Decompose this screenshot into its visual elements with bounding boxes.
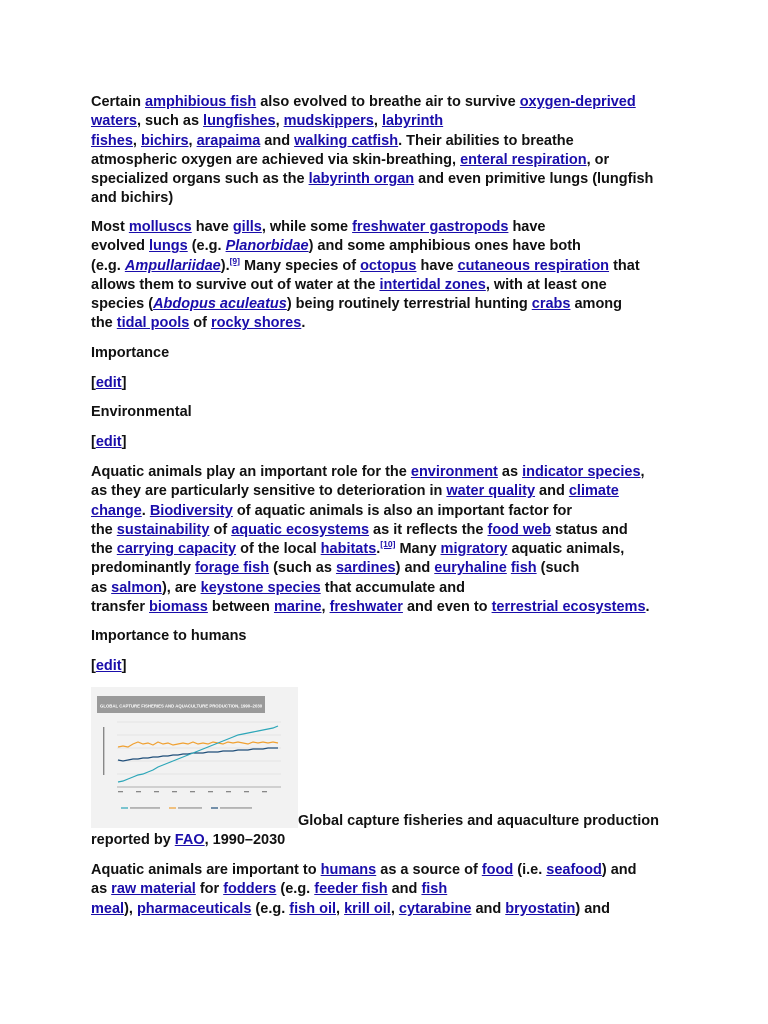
link-rocky-shores[interactable]: rocky shores <box>211 315 302 332</box>
link-fish[interactable]: fish <box>510 560 537 577</box>
paragraph-respiration-fish <box>91 93 681 209</box>
link-mudskippers[interactable]: mudskippers <box>283 113 374 130</box>
text: as <box>91 579 112 596</box>
text: , <box>373 113 382 130</box>
text: and even to <box>402 599 492 616</box>
text: that <box>609 257 640 274</box>
link-euryhaline[interactable]: euryhaline <box>434 560 507 577</box>
bracket: ] <box>121 658 127 674</box>
heading-text: Importance <box>91 345 170 361</box>
text: . <box>645 599 650 616</box>
link-oxygen-deprived-waters[interactable]: oxygen-deprived <box>519 94 636 110</box>
text: have <box>191 219 233 235</box>
text-line <box>91 579 681 598</box>
text: , or <box>586 151 610 168</box>
link-ampullariidae[interactable]: Ampullariidae <box>124 257 221 274</box>
bracket: [ <box>91 375 96 391</box>
link-fish-oil[interactable]: fish oil <box>289 900 337 917</box>
text-line <box>91 218 681 237</box>
text-line <box>91 93 681 112</box>
text: as it reflects the <box>369 521 488 538</box>
text: have <box>416 257 458 274</box>
edit-section-importance <box>91 374 681 393</box>
link-arapaima[interactable]: arapaima <box>196 132 261 149</box>
text: (such <box>536 560 580 577</box>
text: ) and <box>575 900 611 917</box>
edit-link[interactable]: edit <box>95 434 122 450</box>
text-line <box>91 257 681 276</box>
text: , with at least one <box>485 276 607 293</box>
text: also evolved to breathe air to survive <box>256 94 520 110</box>
text-line <box>91 151 681 170</box>
legend-label <box>220 807 252 808</box>
figure-thumbnail-fao-production[interactable] <box>91 687 298 828</box>
text-line <box>91 237 681 256</box>
paragraph-molluscs <box>91 218 681 334</box>
text: as they are particularly sensitive to deterioration in <box>91 483 447 500</box>
text: , while some <box>261 219 353 235</box>
text: , <box>321 599 330 616</box>
text: that accumulate and <box>320 579 465 596</box>
text: status and <box>551 521 628 538</box>
link-aquatic-ecosystems[interactable]: aquatic ecosystems <box>231 521 370 538</box>
heading-environmental <box>91 403 681 422</box>
link-water-quality[interactable]: water quality <box>446 483 536 500</box>
text: the <box>91 315 117 332</box>
heading-importance <box>91 344 681 363</box>
text: of <box>189 315 212 332</box>
text: and <box>471 900 506 917</box>
text: and <box>535 483 569 500</box>
paragraph-environmental <box>91 463 681 617</box>
text: Global capture fisheries and aquaculture production <box>298 813 659 829</box>
text-line <box>91 189 681 208</box>
link-keystone-species[interactable]: keystone species <box>200 579 321 596</box>
link-sardines[interactable]: sardines <box>335 560 396 577</box>
link-seafood[interactable]: seafood <box>546 862 602 878</box>
text: . Their abilities to breathe <box>398 132 574 149</box>
text: as <box>91 881 112 898</box>
text: predominantly <box>91 560 195 577</box>
link-feeder-fish[interactable]: feeder fish <box>314 881 388 898</box>
text: Aquatic animals are important to <box>91 862 321 878</box>
heading-text: Environmental <box>91 404 192 420</box>
text: and <box>387 881 422 898</box>
link-marine[interactable]: marine <box>273 599 322 616</box>
bracket: ] <box>121 375 127 391</box>
text-line <box>91 540 681 559</box>
text: (such as <box>269 560 336 577</box>
link-carrying-capacity[interactable]: carrying capacity <box>116 541 237 558</box>
text: atmospheric oxygen are achieved via skin-breathing, <box>91 151 461 168</box>
text: , <box>132 132 141 149</box>
link-krill-oil[interactable]: krill oil <box>344 900 391 917</box>
link-planorbidae[interactable]: Planorbidae <box>225 238 309 255</box>
text-line <box>91 812 691 831</box>
link-walking-catfish[interactable]: walking catfish <box>294 132 399 149</box>
bracket: ] <box>121 434 127 450</box>
link-humans[interactable]: humans <box>320 862 377 878</box>
link-fodders[interactable]: fodders <box>223 881 277 898</box>
link-lungfishes[interactable]: lungfishes <box>203 113 276 130</box>
link-raw-material[interactable]: raw material <box>111 881 196 898</box>
link-fao[interactable]: FAO <box>174 832 205 849</box>
link-labyrinth-fishes[interactable]: fishes <box>91 132 133 149</box>
edit-link[interactable]: edit <box>95 658 122 674</box>
bracket: [ <box>91 658 96 674</box>
legend-label <box>178 807 202 808</box>
text: ) and some amphibious ones have both <box>308 238 581 255</box>
text: (e.g. <box>187 238 226 255</box>
text: . <box>376 541 381 558</box>
text: , <box>336 900 345 917</box>
text-line <box>91 880 681 899</box>
text-line <box>91 559 681 578</box>
text: , <box>390 900 399 917</box>
text: and <box>260 132 295 149</box>
text-line <box>91 463 681 482</box>
chart-header-text: GLOBAL CAPTURE FISHERIES AND AQUACULTURE PRODUCTION, 1990–2030 <box>100 703 263 709</box>
text-line <box>91 170 681 189</box>
text: reported by <box>91 832 175 849</box>
text: , 1990–2030 <box>204 832 286 849</box>
link-biomass[interactable]: biomass <box>149 599 208 616</box>
text: . <box>301 315 306 332</box>
text: (e.g. <box>91 257 125 274</box>
heading-importance-to-humans <box>91 627 681 646</box>
text: evolved <box>91 238 150 255</box>
text: for <box>195 881 224 898</box>
text: , such as <box>136 113 204 130</box>
text: and even primitive lungs (lungfish <box>414 171 654 188</box>
text-line <box>91 482 681 501</box>
link-lungs[interactable]: lungs <box>149 238 188 255</box>
citation-link-9[interactable]: [9] <box>229 255 240 266</box>
link-tidal-pools[interactable]: tidal pools <box>116 315 190 332</box>
edit-section-environmental <box>91 433 681 452</box>
text: have <box>508 219 546 235</box>
text: of <box>209 521 232 538</box>
link-crabs[interactable]: crabs <box>531 296 571 313</box>
edit-section-humans <box>91 657 681 676</box>
text: (e.g. <box>276 881 315 898</box>
text: aquatic animals, <box>507 541 625 558</box>
text-line <box>91 112 681 131</box>
link-labyrinth-fishes[interactable]: labyrinth <box>381 113 444 130</box>
text: specialized organs such as the <box>91 171 309 188</box>
production-chart-image <box>91 687 298 828</box>
legend-label <box>130 807 160 808</box>
link-intertidal-zones[interactable]: intertidal zones <box>379 276 486 293</box>
text-line <box>91 521 681 540</box>
text: ) being routinely terrestrial hunting <box>286 296 532 313</box>
link-environment[interactable]: environment <box>410 464 498 480</box>
text: of aquatic animals is also an important factor for <box>232 502 573 519</box>
figure-caption <box>91 812 691 851</box>
text-line <box>91 900 681 919</box>
link-molluscs[interactable]: molluscs <box>128 219 192 235</box>
text: the <box>91 541 117 558</box>
link-oxygen-deprived-waters[interactable]: waters <box>91 113 137 130</box>
text: between <box>207 599 274 616</box>
link-habitats[interactable]: habitats <box>320 541 377 558</box>
link-forage-fish[interactable]: forage fish <box>194 560 270 577</box>
text: among <box>570 296 623 313</box>
link-enteral-respiration[interactable]: enteral respiration <box>460 151 587 168</box>
text: , <box>275 113 284 130</box>
text: transfer <box>91 599 150 616</box>
text-line <box>91 831 691 850</box>
text: ), <box>124 900 137 917</box>
text: Most <box>91 219 129 235</box>
text: ). <box>220 257 230 274</box>
link-pharmaceuticals[interactable]: pharmaceuticals <box>136 900 252 917</box>
link-climate-change[interactable]: change <box>91 502 142 519</box>
link-gills[interactable]: gills <box>232 219 262 235</box>
text: , <box>188 132 197 149</box>
link-abdopus-aculeatus[interactable]: Abdopus aculeatus <box>153 296 287 313</box>
text: Aquatic animals play an important role for the <box>91 464 411 480</box>
link-migratory[interactable]: migratory <box>440 541 508 558</box>
text-line <box>91 276 681 295</box>
link-fish-meal[interactable]: meal <box>91 900 125 917</box>
chart-legend <box>121 807 252 808</box>
text-line <box>91 295 681 314</box>
link-octopus[interactable]: octopus <box>360 257 417 274</box>
text: of the local <box>236 541 321 558</box>
text: ) and <box>395 560 435 577</box>
link-food-web[interactable]: food web <box>487 521 552 538</box>
link-sustainability[interactable]: sustainability <box>116 521 210 538</box>
bracket: [ <box>91 434 96 450</box>
text: (i.e. <box>513 862 547 878</box>
link-fish-meal[interactable]: fish <box>421 881 448 898</box>
text-line <box>91 314 681 333</box>
link-cytarabine[interactable]: cytarabine <box>398 900 472 917</box>
text-line <box>91 598 681 617</box>
link-freshwater-gastropods[interactable]: freshwater gastropods <box>352 219 509 235</box>
text: ), are <box>161 579 201 596</box>
text: as <box>497 464 523 480</box>
link-amphibious-fish[interactable]: amphibious fish <box>145 94 257 110</box>
link-salmon[interactable]: salmon <box>111 579 162 596</box>
text: as a source of <box>376 862 482 878</box>
link-freshwater[interactable]: freshwater <box>329 599 403 616</box>
link-indicator-species[interactable]: indicator species <box>522 464 641 480</box>
link-climate-change[interactable]: climate <box>568 483 619 500</box>
text-line <box>91 132 681 151</box>
text: (e.g. <box>251 900 290 917</box>
chart-y-axis-label <box>103 727 104 775</box>
text: Certain <box>91 94 145 110</box>
text: and bichirs) <box>91 190 174 207</box>
text: , <box>640 464 645 480</box>
text: Many species of <box>239 257 361 274</box>
text-line <box>91 861 681 880</box>
text: . <box>141 502 150 519</box>
paragraph-importance-to-humans <box>91 861 681 919</box>
heading-text: Importance to humans <box>91 628 247 644</box>
edit-link[interactable]: edit <box>95 375 122 391</box>
link-bryostatin[interactable]: bryostatin <box>505 900 576 917</box>
text: ) and <box>601 862 637 878</box>
text: species ( <box>91 296 154 313</box>
link-terrestrial-ecosystems[interactable]: terrestrial ecosystems <box>491 599 646 616</box>
text: the <box>91 521 117 538</box>
chart-x-tick-labels <box>118 791 267 792</box>
text: allows them to survive out of water at the <box>91 276 380 293</box>
link-biodiversity[interactable]: Biodiversity <box>149 502 233 519</box>
text-line <box>91 502 681 521</box>
link-cutaneous-respiration[interactable]: cutaneous respiration <box>457 257 610 274</box>
citation-link-10[interactable]: [10] <box>380 539 396 550</box>
link-food[interactable]: food <box>481 862 514 878</box>
link-bichirs[interactable]: bichirs <box>140 132 189 149</box>
link-labyrinth-organ[interactable]: labyrinth organ <box>308 171 415 188</box>
text: Many <box>395 541 441 558</box>
